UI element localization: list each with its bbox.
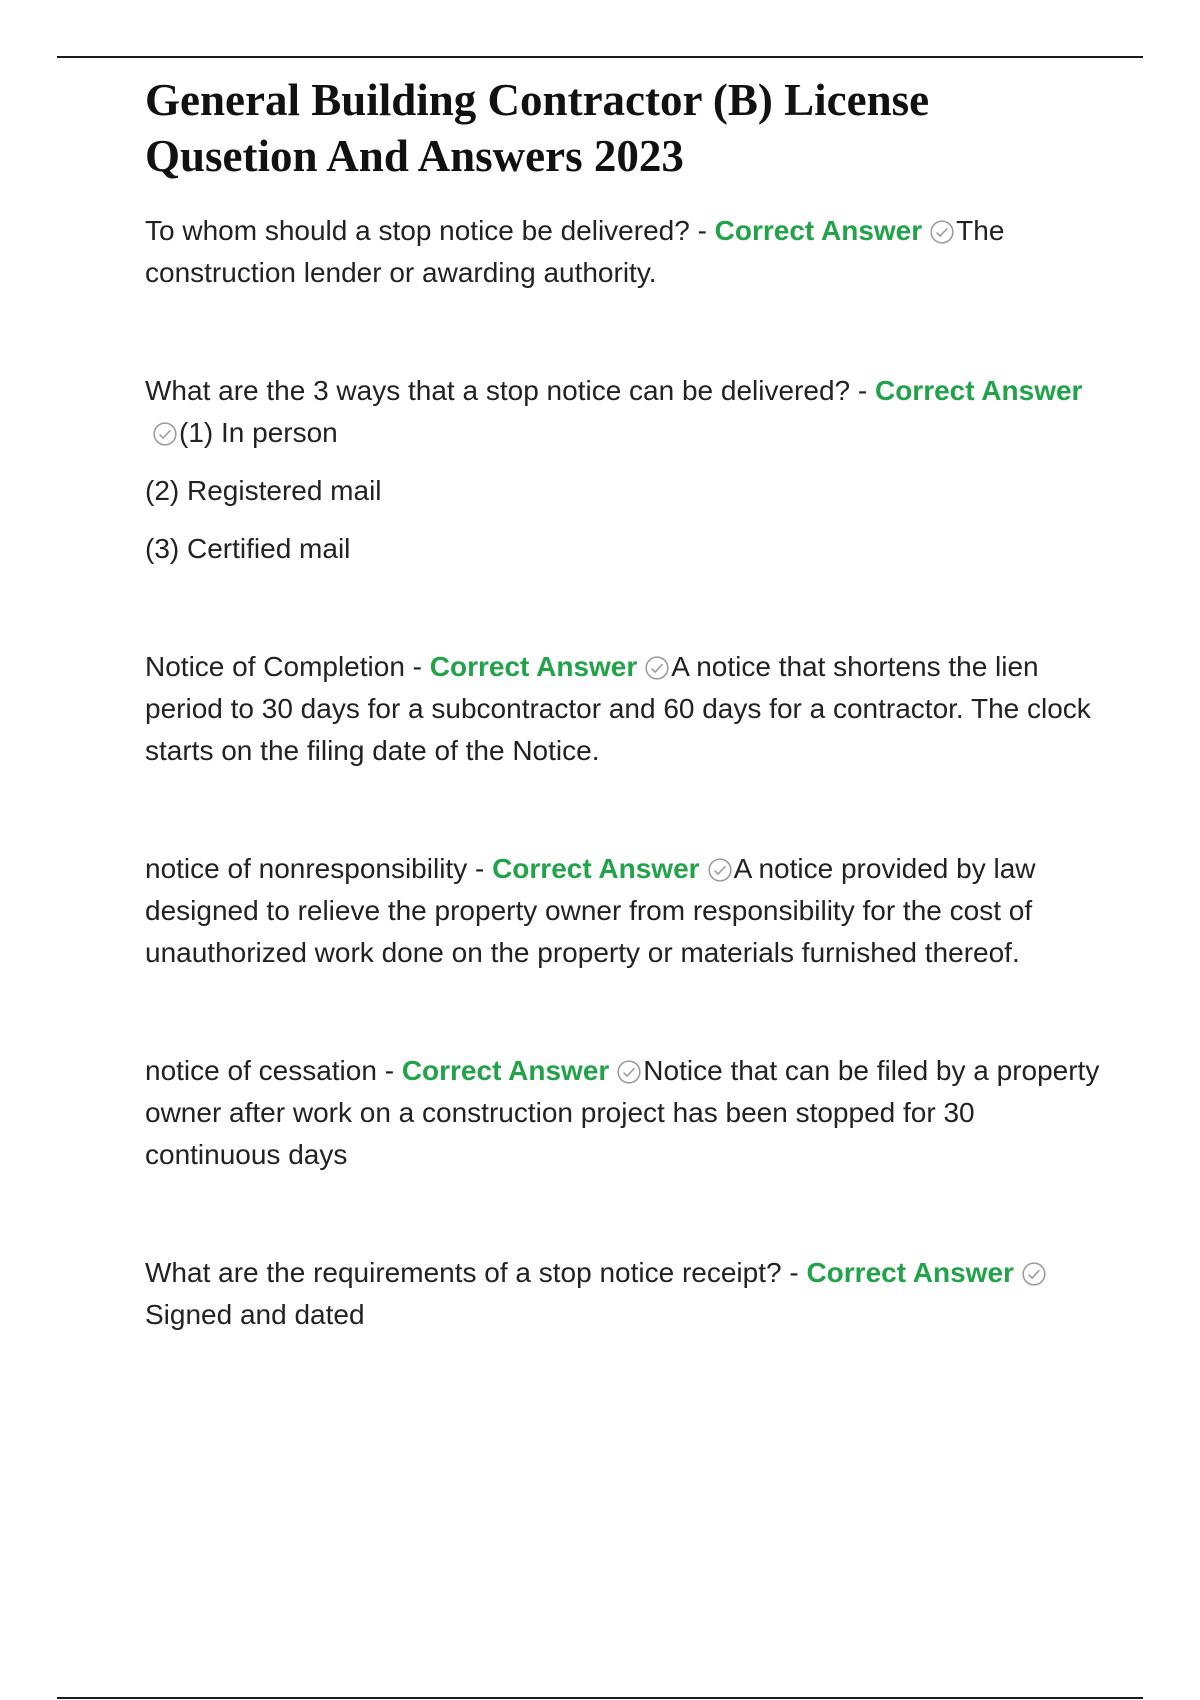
answer-text: (1) In person [179, 417, 338, 448]
check-badge-icon [929, 219, 955, 245]
question-text: Notice of Completion - [145, 651, 430, 682]
answer-text: A notice provided by law designed to relieve the property owner from responsibility for the cost of unauthorized work done on the property or materials furnished thereof. [145, 853, 1036, 968]
qa-item [145, 646, 1105, 772]
document-title: General Building Contractor (B) License Qusetion And Answers 2023 [145, 75, 930, 181]
qa-first-line [145, 1050, 1105, 1176]
check-badge-icon [152, 421, 178, 447]
answer-text: The construction lender or awarding authority. [145, 215, 1005, 288]
answer-extra-line: (3) Certified mail [145, 533, 351, 564]
top-rule [57, 56, 1143, 58]
qa-first-line [145, 1252, 1105, 1336]
check-badge-icon [616, 1059, 642, 1085]
answer-text: Notice that can be filed by a property owner after work on a construction project has been stopped for 30 continuous days [145, 1055, 1100, 1170]
qa-first-line [145, 210, 1105, 294]
answer-extra-line: (2) Registered mail [145, 475, 382, 506]
qa-item [145, 848, 1105, 974]
answer-text: Signed and dated [145, 1299, 365, 1330]
correct-answer-label: Correct Answer [806, 1257, 1014, 1288]
correct-answer-label: Correct Answer [874, 375, 1083, 406]
question-text: What are the 3 ways that a stop notice can be delivered? - [145, 375, 875, 406]
qa-first-line [145, 646, 1105, 772]
question-text: notice of cessation - [145, 1055, 402, 1086]
qa-item [145, 210, 1105, 294]
question-text: To whom should a stop notice be delivered? - [145, 215, 715, 246]
qa-item [145, 1050, 1105, 1176]
bottom-rule [57, 1697, 1143, 1699]
correct-answer-label: Correct Answer [429, 651, 638, 682]
check-badge-icon [707, 857, 733, 883]
check-badge-icon [1021, 1261, 1047, 1287]
correct-answer-label: Correct Answer [401, 1055, 610, 1086]
qa-first-line [145, 848, 1105, 974]
question-text: What are the requirements of a stop notice receipt? - [145, 1257, 807, 1288]
qa-item [145, 370, 1105, 570]
qa-item [145, 1252, 1105, 1336]
answer-text: A notice that shortens the lien period to 30 days for a subcontractor and 60 days for a contractor. The clock starts on the filing date of the Notice. [145, 651, 1091, 766]
correct-answer-label: Correct Answer [492, 853, 700, 884]
qa-first-line [145, 370, 1105, 454]
question-text: notice of nonresponsibility - [145, 853, 493, 884]
document-body [145, 72, 1105, 1336]
check-badge-icon [644, 655, 670, 681]
correct-answer-label: Correct Answer [714, 215, 923, 246]
